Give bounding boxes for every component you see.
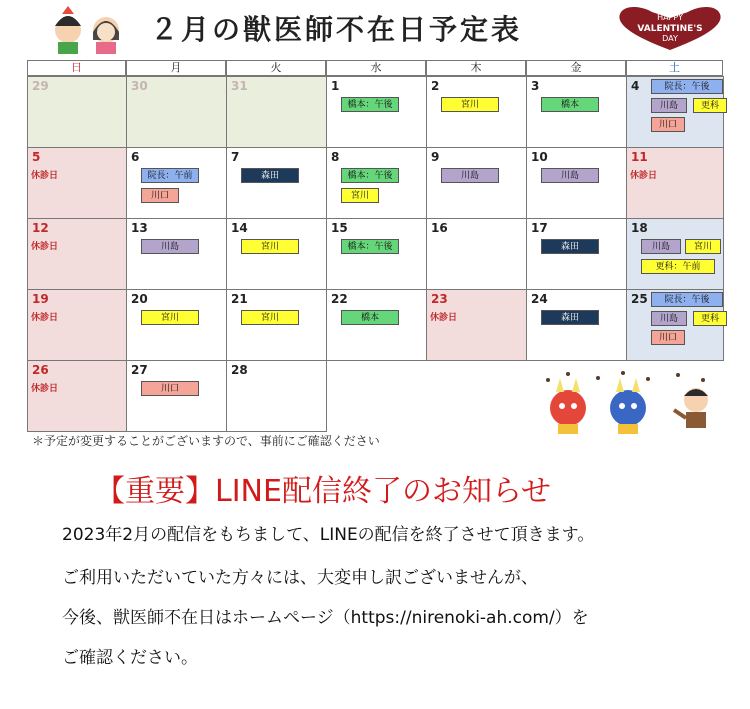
staff-absence-tag: 宮川: [441, 97, 499, 112]
badge-text-3: DAY: [662, 34, 678, 43]
staff-absence-tag: 川口: [141, 188, 179, 203]
day-number: 3: [531, 79, 540, 93]
weekday-header: 日: [27, 60, 126, 76]
day-number: 13: [131, 221, 148, 235]
calendar-day-cell: [226, 289, 327, 361]
closed-label: 休診日: [31, 242, 59, 252]
day-number: 31: [231, 79, 248, 93]
calendar-day-cell: [326, 147, 427, 219]
calendar-day-cell: [27, 76, 127, 148]
staff-absence-tag: 橋本: [541, 97, 599, 112]
weekday-header: 土: [626, 60, 723, 76]
staff-absence-tag: 宮川: [241, 239, 299, 254]
notice-heading: 【重要】LINE配信終了のお知らせ: [95, 474, 552, 509]
staff-absence-tag: 橋本：午後: [341, 97, 399, 112]
valentines-badge: [612, 6, 728, 52]
day-number: 8: [331, 150, 340, 164]
calendar-day-cell: [126, 76, 227, 148]
page-title: ２月の獣医師不在日予定表: [150, 13, 523, 46]
calendar-day-cell: [526, 147, 627, 219]
calendar-day-cell: [226, 360, 327, 432]
day-number: 28: [231, 363, 248, 377]
weekday-header: 月: [126, 60, 226, 76]
calendar-day-cell: [27, 289, 127, 361]
staff-absence-tag: 森田: [541, 239, 599, 254]
calendar-day-cell: [626, 218, 724, 290]
weekday-header: 火: [226, 60, 326, 76]
calendar-day-cell: [27, 218, 127, 290]
weekday-header: 水: [326, 60, 426, 76]
staff-absence-tag: 橋本: [341, 310, 399, 325]
calendar-day-cell: [326, 289, 427, 361]
day-number: 12: [32, 221, 49, 235]
kids-illustration: [48, 6, 128, 54]
day-number: 14: [231, 221, 248, 235]
closed-label: 休診日: [31, 171, 59, 181]
staff-absence-tag: 宮川: [241, 310, 299, 325]
staff-absence-tag: 更科: [693, 98, 727, 113]
staff-absence-tag: 川口: [651, 330, 685, 345]
calendar-day-cell: [126, 360, 227, 432]
day-number: 23: [431, 292, 448, 306]
weekday-header: 金: [526, 60, 626, 76]
day-number: 18: [631, 221, 648, 235]
calendar-day-cell: [626, 76, 724, 148]
staff-absence-tag: 橋本：午後: [341, 239, 399, 254]
staff-absence-tag: 森田: [541, 310, 599, 325]
calendar-day-cell: [526, 289, 627, 361]
staff-absence-tag: 川島: [141, 239, 199, 254]
header: [0, 0, 750, 58]
schedule-note: ＊予定が変更することがございますので、事前にご確認ください: [32, 434, 380, 448]
closed-label: 休診日: [31, 313, 59, 323]
staff-absence-tag: 更科：午前: [641, 259, 715, 274]
calendar-day-cell: [426, 218, 527, 290]
calendar-day-cell: [426, 76, 527, 148]
notice-line-4: ご確認ください。: [62, 648, 198, 668]
calendar-day-cell: [27, 360, 127, 432]
closed-label: 休診日: [630, 171, 658, 181]
notice-line-2: ご利用いただいていた方々には、大変申し訳ございませんが、: [62, 568, 538, 588]
notice-line-1: 2023年2月の配信をもちまして、LINEの配信を終了させて頂きます。: [62, 525, 595, 545]
day-number: 22: [331, 292, 348, 306]
day-number: 5: [32, 150, 41, 164]
day-number: 27: [131, 363, 148, 377]
day-number: 10: [531, 150, 548, 164]
staff-absence-tag: 宮川: [341, 188, 379, 203]
staff-absence-tag: 川口: [141, 381, 199, 396]
staff-absence-tag: 院長：午後: [651, 79, 723, 94]
calendar-day-cell: [526, 218, 627, 290]
calendar-day-cell: [226, 147, 327, 219]
calendar-day-cell: [526, 76, 627, 148]
staff-absence-tag: 川島: [651, 98, 687, 113]
calendar-day-cell: [626, 147, 724, 219]
day-number: 6: [131, 150, 140, 164]
day-number: 15: [331, 221, 348, 235]
staff-absence-tag: 宮川: [141, 310, 199, 325]
notice-line-3: 今後、獣医師不在日はホームページ（https://nirenoki-ah.com/）を: [62, 608, 589, 628]
calendar-day-cell: [126, 218, 227, 290]
day-number: 1: [331, 79, 340, 93]
badge-text-1: HAPPY: [657, 13, 683, 22]
day-number: 29: [32, 79, 49, 93]
day-number: 21: [231, 292, 248, 306]
day-number: 2: [431, 79, 440, 93]
day-number: 26: [32, 363, 49, 377]
day-number: 17: [531, 221, 548, 235]
calendar-day-cell: [326, 218, 427, 290]
day-number: 30: [131, 79, 148, 93]
staff-absence-tag: 川口: [651, 117, 685, 132]
closed-label: 休診日: [430, 313, 458, 323]
staff-absence-tag: 川島: [541, 168, 599, 183]
calendar-day-cell: [126, 289, 227, 361]
day-number: 11: [631, 150, 648, 164]
calendar-day-cell: [426, 289, 527, 361]
day-number: 19: [32, 292, 49, 306]
closed-label: 休診日: [31, 384, 59, 394]
day-number: 4: [631, 79, 640, 93]
weekday-header: 木: [426, 60, 526, 76]
day-number: 7: [231, 150, 240, 164]
calendar-day-cell: [326, 76, 427, 148]
staff-absence-tag: 川島: [441, 168, 499, 183]
staff-absence-tag: 院長：午前: [141, 168, 199, 183]
staff-absence-tag: 宮川: [685, 239, 721, 254]
calendar-day-cell: [626, 289, 724, 361]
calendar-day-cell: [226, 218, 327, 290]
day-number: 16: [431, 221, 448, 235]
staff-absence-tag: 川島: [641, 239, 681, 254]
staff-absence-tag: 更科: [693, 311, 727, 326]
calendar-day-cell: [126, 147, 227, 219]
calendar-day-cell: [226, 76, 327, 148]
badge-text-2: VALENTINE'S: [637, 24, 703, 34]
calendar-day-cell: [426, 147, 527, 219]
staff-absence-tag: 橋本：午後: [341, 168, 399, 183]
day-number: 25: [631, 292, 648, 306]
staff-absence-tag: 川島: [651, 311, 687, 326]
calendar-day-cell: [27, 147, 127, 219]
oni-illustration: [528, 370, 728, 440]
staff-absence-tag: 院長：午後: [651, 292, 723, 307]
day-number: 20: [131, 292, 148, 306]
day-number: 9: [431, 150, 440, 164]
staff-absence-tag: 森田: [241, 168, 299, 183]
day-number: 24: [531, 292, 548, 306]
